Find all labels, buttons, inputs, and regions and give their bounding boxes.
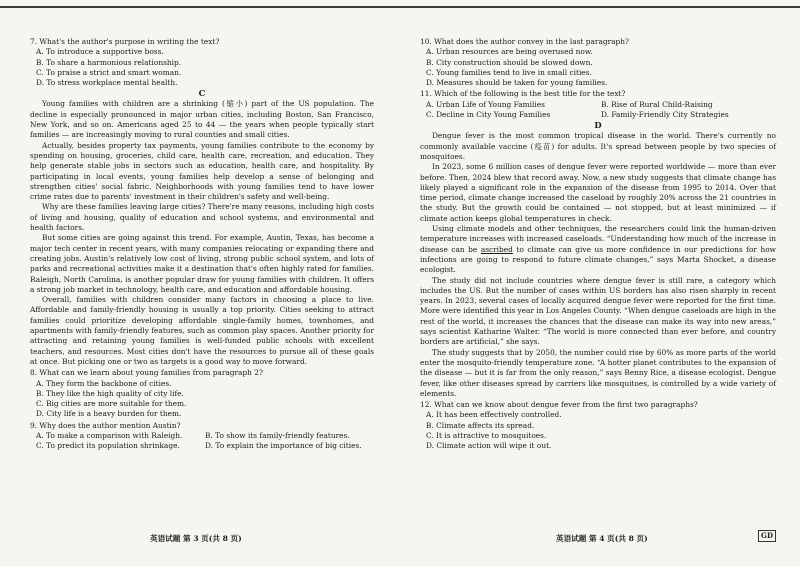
top-rule [0,6,800,8]
right-column [420,36,776,452]
passage-d-paragraph: Dengue fever is the most common tropical disease in the world. There's currently no commonly available vaccine (疫苗) for adults. It's spread between people by two species of mosquitoes. [420,131,776,161]
q12-option-a: A. It has been effectively controlled. [426,410,562,420]
q9-option-c: C. To predict its population shrinkage. [36,441,180,451]
passage-d-paragraph: The study did not include countries where dengue fever is still rare, a category which includes the US. But the number of cases within US borders has also risen sharply in recent years. In 2023, several cases of locally acquired dengue fever were reported for the first time. More were identified this year in Los Angeles County. “When dengue caseloads are high in the rest of the world, it increases the chances that the disease can make its way into new areas,” says scientist Katharine Walter. “The world is more connected than ever before, and country borders are artificial,” she says. [420,275,776,347]
q9-options-row-2 [30,441,374,451]
q11-option-b: B. Rise of Rural Child-Raising [601,99,713,109]
q8-option-c: C. Big cities are more suitable for them. [36,399,187,409]
passage-d-paragraph: In 2023, some 6 million cases of dengue fever were reported worldwide — more than ever before. Then, 2024 blew that record away. Now, a new study suggests that climate change has likely played a significant role in the expansion of the disease from 1995 to 2014. Over that time period, climate change increased the caseload by roughly 20% across the 21 countries in the study. But the growth could be contained — not stopped, but at least minimized — if climate action keeps global temperatures in check. [420,162,776,223]
section-d-heading: D [594,120,602,131]
q11-option-c: C. Decline in City Young Families [426,110,551,120]
q10-option-b: B. City construction should be slowed down. [426,57,593,67]
paragraph-text: to climate can give us more confidence in our predictions for how infections are going to respond to future climate changes,” says Marta Shocket, a disease ecologist. [420,244,776,275]
paragraph-text: Using climate models and other techniques, the researchers could link the human-driven temperature increases with increased caseloads. “Understanding how much of the increase in disease can be [420,224,776,254]
q8-option-d: D. City life is a heavy burden for them. [36,409,182,419]
passage-c-paragraph: Overall, families with children consider many factors in choosing a place to live. Affordable and family-friendly housing is usually a top priority. Cities seeking to attract families could prioritize developing affordable single-family homes, townhomes, and apartments with family-friendly features, such as common play spaces. Another priority for attracting and retaining young families is well-funded public schools with excellent teachers, and resources. Most cities don't have the resources to pursue all of these goals at once. But picking one or two as targets is a good way to move forward. [30,295,374,366]
q7-option-d: D. To stress workplace mental health. [36,78,178,88]
q9-option-a: A. To make a comparison with Raleigh. [36,430,183,440]
passage-c-paragraph: Actually, besides property tax payments, young families contribute to the economy by spending on housing, groceries, child care, health care, recreation, and education. They help generate stable jobs in sectors such as education, health care, and hospitality. By participating in local events, young families help develop a sense of belonging and strengthen cities' social fabric. Neighborhoods with young families tend to have lower crime rates due to parents' investment in their children's safety and well-being. [30,140,374,202]
section-c-heading: C [198,88,206,99]
passage-c-paragraph: Why are these families leaving large cities? There're many reasons, including high costs of living and housing, quality of education and school systems, and environmental and health factors. [30,202,374,233]
q9-option-d: D. To explain the importance of big cities. [205,441,362,451]
passage-d-paragraph-3 [420,224,776,275]
q11-option-a: A. Urban Life of Young Families [426,99,545,109]
underlined-word: ascribed [480,244,513,254]
q7-option-a: A. To introduce a supportive boss. [36,47,164,57]
q12-option-d: D. Climate action will wipe it out. [426,441,552,451]
q10-stem: 10. What does the author convey in the last paragraph? [420,37,629,46]
q11-options-row-2 [420,110,776,120]
passage-d-paragraph: The study suggests that by 2050, the number could rise by 60% as more parts of the world enter the mosquito-friendly temperature zone. “A hotter planet contributes to the expansion of the disease — but it is far from the only reason,” says Benny Rice, a disease ecologist. Dengue fever, like other diseases spread by carriers like mosquitoes, is controlled by a wide variety of elements. [420,347,776,398]
footer-page-3: 英语试题 第 3 页(共 8 页) [150,534,242,543]
q11-option-d: D. Family-Friendly City Strategies [601,110,729,120]
q10-option-d: D. Measures should be taken for young families. [426,78,608,88]
q7-option-b: B. To share a harmonious relationship. [36,57,182,67]
passage-c-paragraph: But some cities are going against this trend. For example, Austin, Texas, has become a major tech center in recent years, with many companies relocating or expanding there and creating jobs. Austin's relatively low cost of living, strong public school system, and lots of parks and recreational activities make it a destination that's often highly rated for families. Raleigh, North Carolina, is another popular draw for young families with children. It offers a strong job market in technology, health care, and education and affordable housing. [30,233,374,294]
footer-page-4: 英语试题 第 4 页(共 8 页) [556,534,648,543]
q9-options-row-1 [30,431,374,441]
q12-option-c: C. It is attractive to mosquitoes. [426,430,547,440]
q8-stem: 8. What can we learn about young families from paragraph 2? [30,368,263,378]
q10-option-a: A. Urban resources are being overused now. [426,47,593,57]
q8-option-b: B. They like the high quality of city life. [36,388,184,398]
passage-c-paragraph: Young families with children are a shrinking (缩小) part of the US population. The decline is especially pronounced in major urban cities, including Boston, San Francisco, New York, and so on. Americans aged 25 to 44 — the years when people typically start families — are increasingly moving to rural counties and small cities. [30,99,374,140]
q8-option-a: A. They form the backbone of cities. [36,378,172,388]
q11-options-row-1 [420,100,776,110]
left-column [30,36,374,452]
q12-stem: 12. What can we know about dengue fever from the first two paragraphs? [420,400,698,410]
q11-stem: 11. Which of the following is the best title for the text? [420,89,626,99]
q9-option-b: B. To show its family-friendly features. [205,430,350,440]
q12-option-b: B. Climate affects its spread. [426,420,535,430]
gd-badge: GD [758,530,776,542]
q10-option-c: C. Young families tend to live in small cities. [426,67,592,77]
q9-stem: 9. Why does the author mention Austin? [30,420,181,430]
q7-stem: 7. What's the author's purpose in writing the text? [30,37,220,46]
q7-option-c: C. To praise a strict and smart woman. [36,67,182,77]
